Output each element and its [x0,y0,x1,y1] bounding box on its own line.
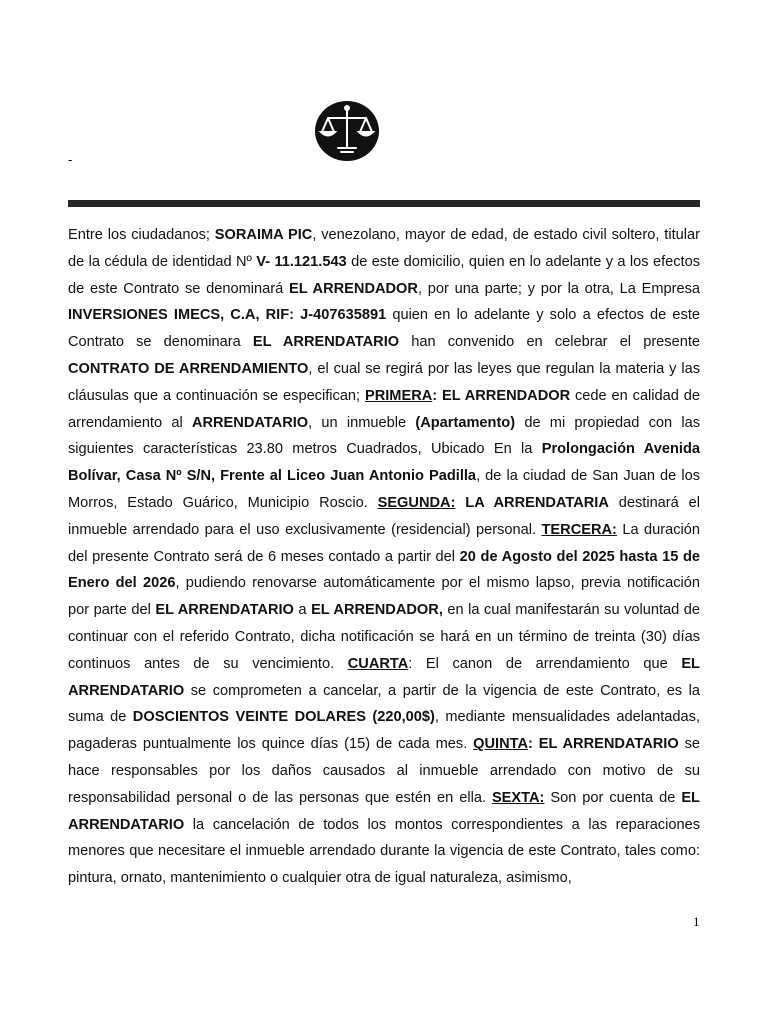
text-run: , el cual se regirá por las leyes que regulan la materia y las cláusulas que a continuación se especifican; [68,360,700,404]
clause-segunda-heading: SEGUNDA: [377,494,456,511]
text-run: quien en lo adelante y solo a efectos de este Contrato se denominara [68,307,700,351]
term-arrendatario: ARRENDATARIO [191,414,309,431]
text-run: en la cual manifestarán su voluntad de continuar con el referido Contrato, dicha notificación se hará en un término de treinta (30) días continuos antes de su vencimiento. [68,602,700,672]
text-run: , por una parte; y por la otra, La Empresa [417,280,700,297]
text-run: de mi propiedad con las siguientes características 23.80 metros Cuadrados, Ubicado En la [68,414,700,458]
text-run: Entre los ciudadanos; [68,227,215,243]
clause-cuarta-heading: CUARTA [347,655,409,672]
text-run: , de la ciudad de San Juan de los Morros, Estado Guárico, Municipio Roscio. [68,468,701,511]
text-run: de este domicilio, quien en lo adelante y a los efectos de este Contrato se denominará [68,253,701,297]
text-run: La duración del presente Contrato será de 6 meses contado a partir del [68,521,701,565]
term-arrendatario: EL ARRENDATARIO [68,655,700,699]
term-arrendatario: EL ARRENDATARIO [252,334,400,351]
text-run: cede en calidad de arrendamiento al [68,387,700,431]
text-run: , pudiendo renovarse automáticamente por el mismo lapso, previa notificación por parte del [68,575,700,619]
term-arrendador: EL ARRENDADOR, [311,602,443,619]
contract-dates: 20 de Agosto del 2025 hasta 15 de Enero del 2026 [68,548,700,592]
term-arrendador: EL ARRENDADOR [288,280,418,297]
clause-primera-heading: PRIMERA [364,387,433,404]
property-type: (Apartamento) [415,414,516,431]
header-rule [68,200,700,207]
clause-tercera-heading: TERCERA: [541,521,617,538]
id-number: V- 11.121.543 [256,253,347,270]
company-name: INVERSIONES IMECS, C.A, RIF: J-407635891 [68,307,387,324]
page-number: 1 [693,914,700,929]
contract-title: CONTRATO DE ARRENDAMIENTO [68,360,309,377]
clause-primera-subject: : EL ARRENDADOR [432,387,571,404]
term-arrendatario: EL ARRENDATARIO [68,789,700,833]
clause-quinta-heading: QUINTA [473,736,528,753]
text-run: se hace responsables por los daños causados al inmueble arrendado con motivo de su responsabilidad personal o de las personas que estén en ella. [68,736,700,806]
text-run: , venezolano, mayor de edad, de estado civil soltero, titular de la cédula de identidad Nº [68,227,700,270]
text-run: la cancelación de todos los montos correspondientes a las reparaciones menores que necesitare el inmueble arrendado durante la vigencia de este Contrato, tales como: pintura, ornato, mantenimiento o cualquier otra de igual naturaleza, asimismo, [68,816,700,887]
text-run: a [293,602,312,619]
property-address: Prolongación Avenida Bolívar, Casa Nº S/N, Frente al Liceo Juan Antonio Padilla [68,441,700,485]
text-run: se comprometen a cancelar, a partir de la vigencia de este Contrato, es la suma de [68,682,700,726]
term-arrendatario: EL ARRENDATARIO [155,602,294,619]
contract-body [68,222,700,892]
clause-quinta-subject: : EL ARRENDATARIO [528,736,679,753]
lessor-name: SORAIMA PIC [214,227,313,243]
text-run: : El canon de arrendamiento que [408,655,682,672]
text-run: , mediante mensualidades adelantadas, pagaderas puntualmente los quince días (15) de cada mes. [68,709,700,753]
scales-of-justice-logo [314,100,380,162]
text-run: destinará el inmueble arrendado para el uso exclusivamente (residencial) personal. [68,494,700,538]
header-dash: - [68,152,73,167]
clause-sexta-heading: SEXTA: [491,789,545,806]
rent-amount: DOSCIENTOS VEINTE DOLARES (220,00$) [132,709,435,726]
text-run: han convenido en celebrar el presente [399,334,700,351]
text-run: , un inmueble [308,414,416,431]
term-arrendataria: LA ARRENDATARIA [455,494,609,511]
text-run: Son por cuenta de [544,789,682,806]
